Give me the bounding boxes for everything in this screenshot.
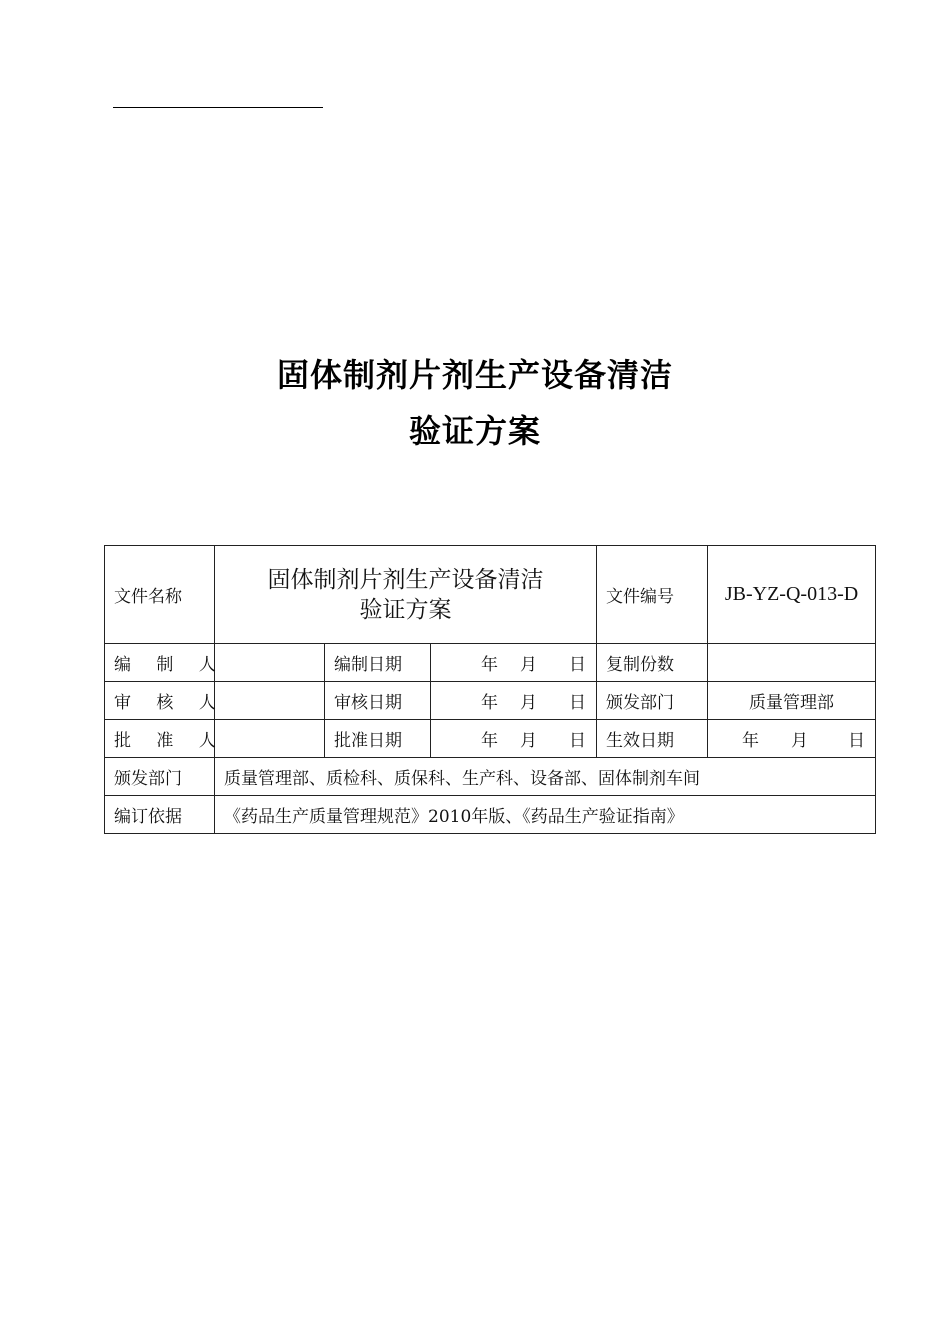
copies-label: 复制份数	[597, 644, 708, 682]
table-row	[105, 720, 876, 758]
approver-value	[215, 720, 325, 758]
date-month: 月	[520, 731, 538, 751]
review-date-value	[431, 682, 597, 720]
date-month: 月	[520, 655, 538, 675]
top-rule	[113, 107, 323, 108]
issue-dept-label: 颁发部门	[597, 682, 708, 720]
date-month: 月	[791, 731, 809, 751]
author-label: 编 制 人	[105, 644, 215, 682]
date-day: 日	[848, 731, 866, 751]
doc-name-value	[215, 546, 597, 644]
date-day: 日	[569, 693, 587, 713]
date-year: 年	[481, 693, 499, 713]
document-info-table	[104, 545, 876, 834]
doc-name-line-2: 验证方案	[359, 596, 452, 623]
approver-label: 批 准 人	[105, 720, 215, 758]
review-date-label: 审核日期	[325, 682, 431, 720]
table-row	[105, 546, 876, 644]
table-row	[105, 758, 876, 796]
table-row	[105, 682, 876, 720]
title-line-2: 验证方案	[408, 412, 541, 450]
date-day: 日	[569, 655, 587, 675]
doc-name-line-1: 固体制剂片剂生产设备清洁	[267, 566, 544, 593]
basis-label: 编订依据	[105, 796, 215, 834]
issue-dept-value: 质量管理部	[708, 682, 876, 720]
effective-date-value	[708, 720, 876, 758]
author-date-label: 编制日期	[325, 644, 431, 682]
document-title	[0, 347, 950, 459]
doc-no-label: 文件编号	[597, 546, 708, 644]
reviewer-label: 审 核 人	[105, 682, 215, 720]
doc-name-label: 文件名称	[105, 546, 215, 644]
author-value	[215, 644, 325, 682]
date-year: 年	[481, 655, 499, 675]
distribution-label: 颁发部门	[105, 758, 215, 796]
table-row	[105, 644, 876, 682]
date-year: 年	[742, 731, 760, 751]
copies-value	[708, 644, 876, 682]
reviewer-value	[215, 682, 325, 720]
date-year: 年	[481, 731, 499, 751]
approve-date-label: 批准日期	[325, 720, 431, 758]
basis-value: 《药品生产质量管理规范》2010年版、《药品生产验证指南》	[215, 796, 876, 834]
title-line-1: 固体制剂片剂生产设备清洁	[276, 356, 673, 394]
approve-date-value	[431, 720, 597, 758]
doc-no-value: JB-YZ-Q-013-D	[708, 546, 876, 644]
date-day: 日	[569, 731, 587, 751]
author-date-value	[431, 644, 597, 682]
distribution-value: 质量管理部、质检科、质保科、生产科、设备部、固体制剂车间	[215, 758, 876, 796]
effective-date-label: 生效日期	[597, 720, 708, 758]
table-row	[105, 796, 876, 834]
date-month: 月	[520, 693, 538, 713]
